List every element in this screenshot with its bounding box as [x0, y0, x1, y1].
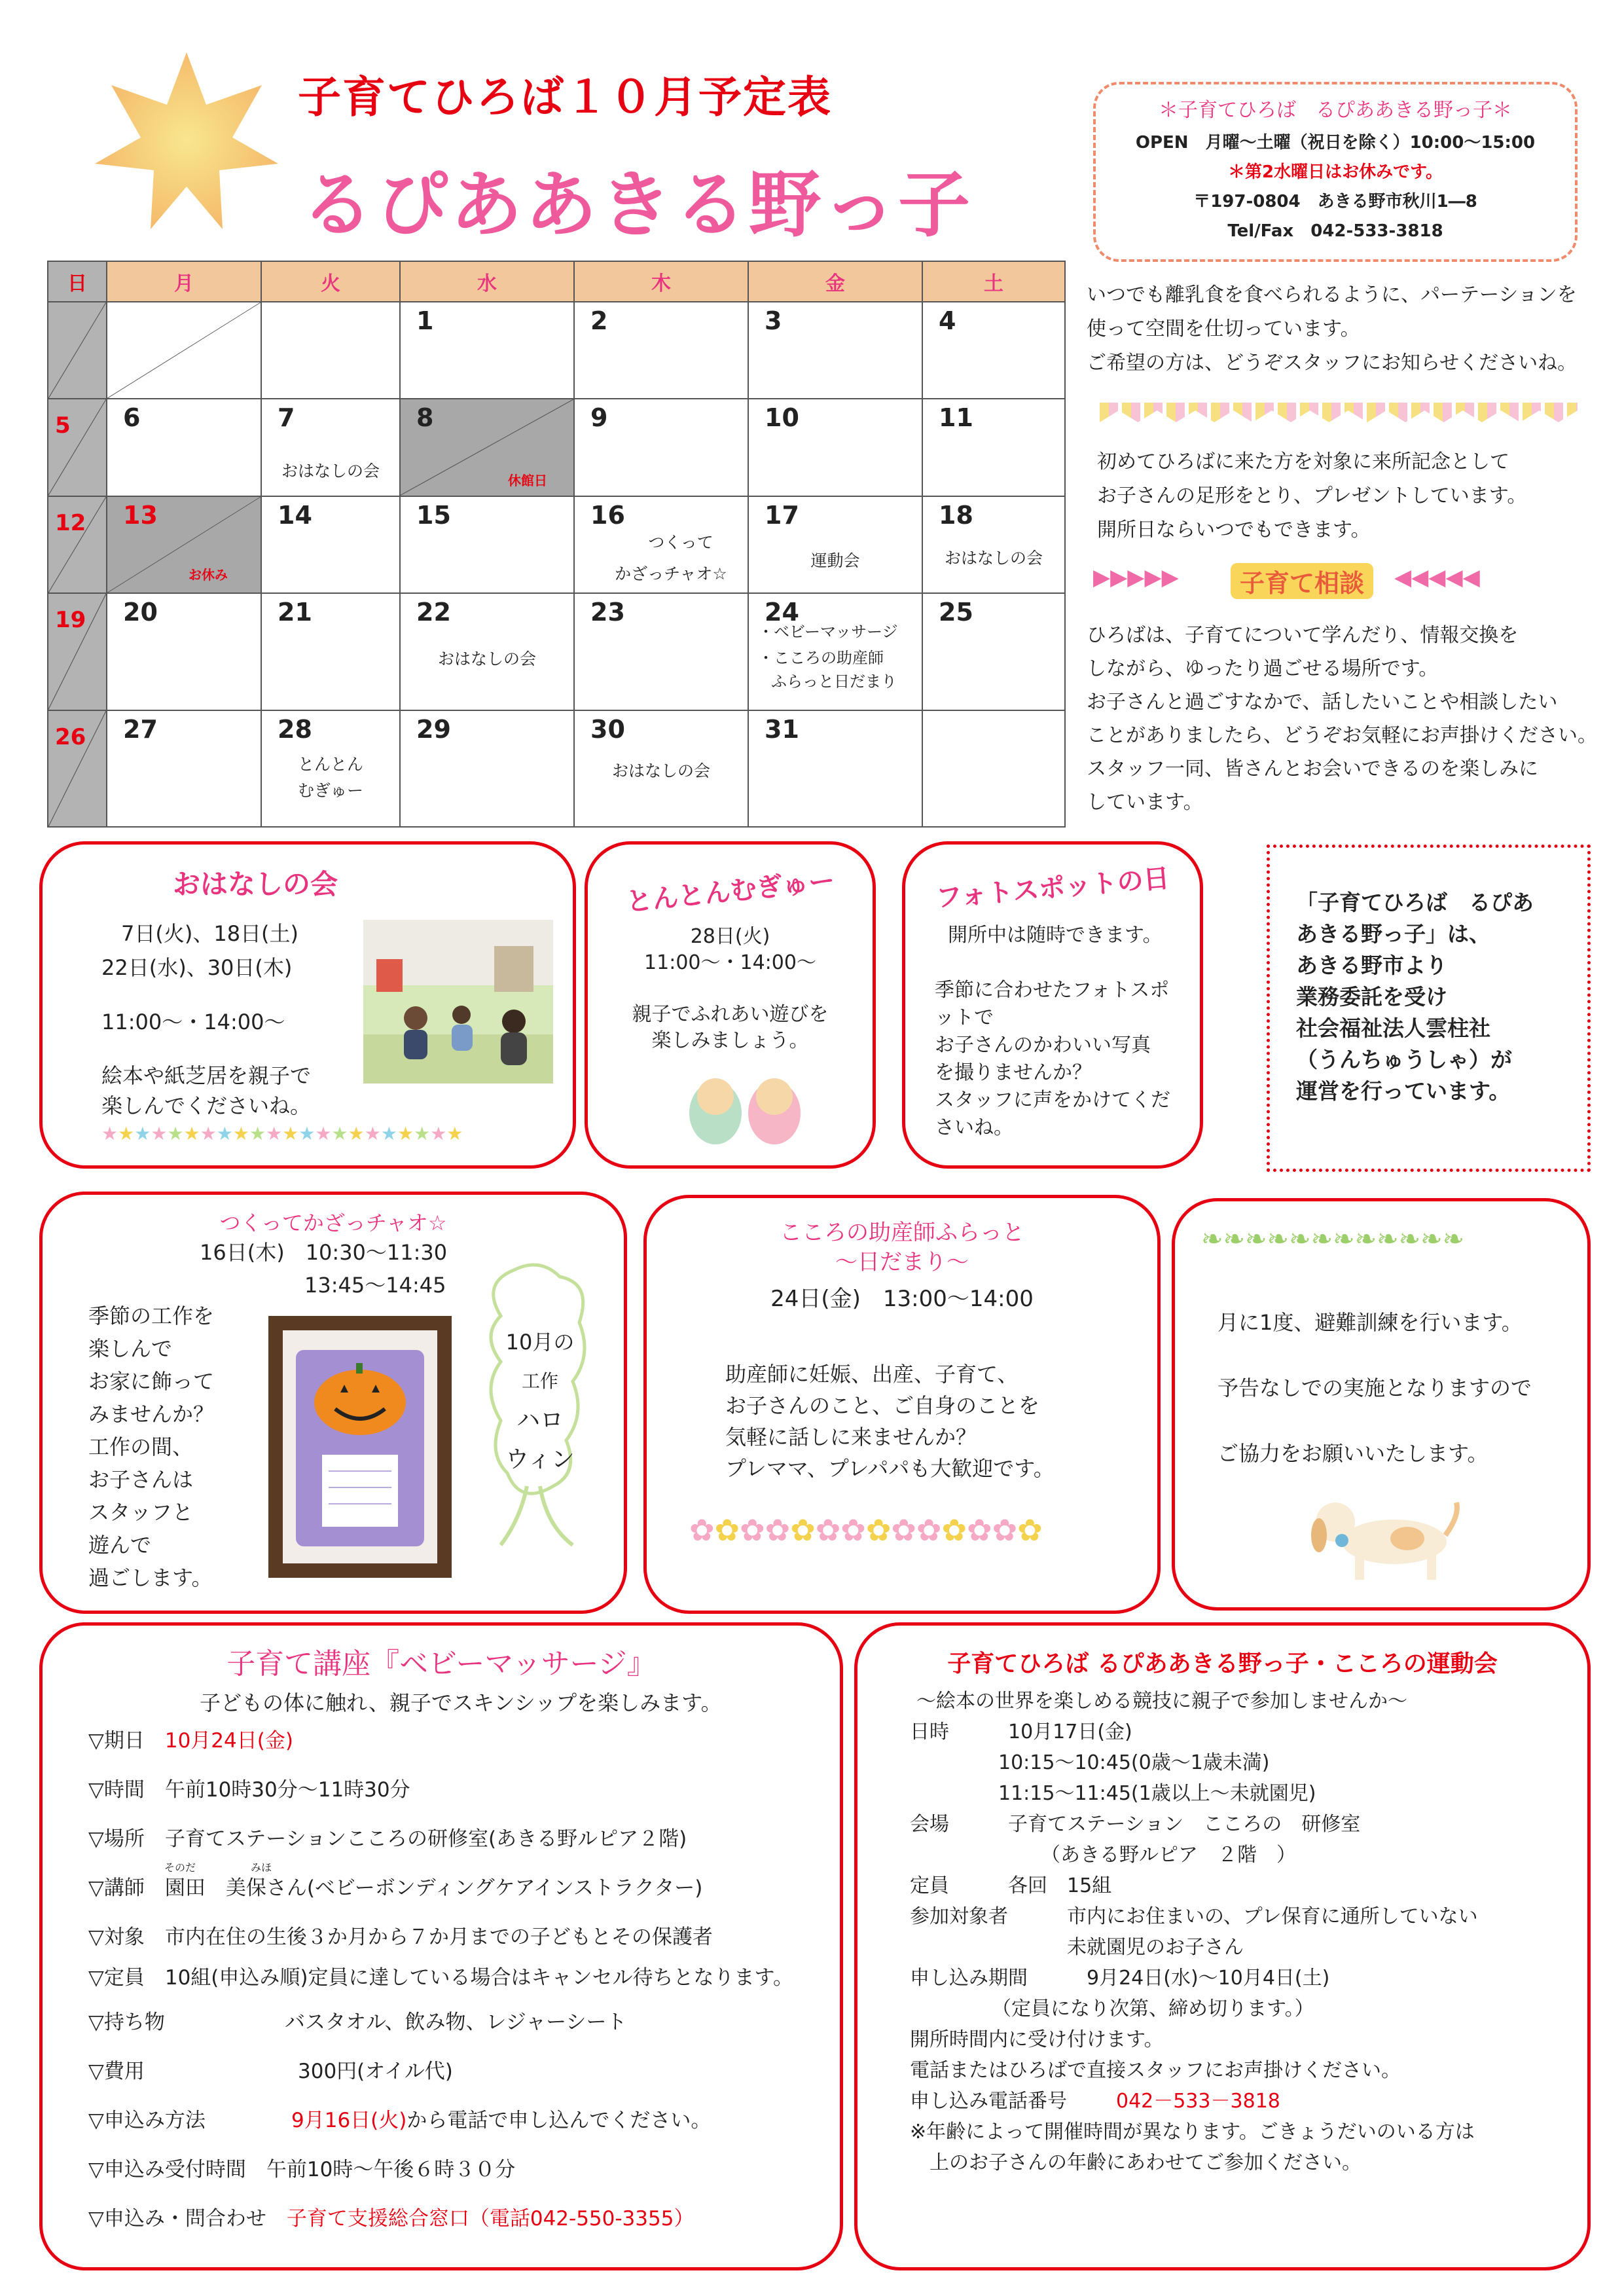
calendar-cell — [107, 399, 261, 496]
day-number: 7 — [278, 403, 295, 433]
calendar-week — [48, 302, 1065, 399]
tonton-box — [585, 841, 876, 1169]
detail-key: ▽申込み・問合わせ — [88, 2207, 266, 2231]
text-line: 上のお子さんの年齢にあわせてご参加ください。 — [929, 2151, 1362, 2174]
detail-value: 市内在住の生後３か月から７か月までの子どもとその保護者 — [164, 1925, 713, 1949]
day-number: 27 — [123, 714, 158, 744]
calendar-cell — [107, 710, 261, 827]
weekday-fri: 金 — [748, 261, 922, 302]
text-line: あきる野っ子」は、 — [1296, 921, 1490, 947]
text-line: 工作の間、 — [88, 1434, 194, 1459]
calendar — [47, 261, 1066, 828]
day-number: 10 — [765, 403, 799, 433]
calendar-cell — [261, 399, 400, 496]
calendar-cell — [261, 496, 400, 593]
text-line: 遊んで — [88, 1533, 152, 1558]
text-line: 電話またはひろばで直接スタッフにお声掛けください。 — [910, 2059, 1401, 2082]
text-line: 「子育てひろば るぴあ — [1296, 890, 1534, 915]
calendar-cell — [922, 399, 1065, 496]
text-line: 絵本や紙芝居を親子で — [101, 1063, 312, 1088]
detail-row — [88, 1961, 793, 2005]
calendar-cell — [261, 302, 400, 399]
text-line: 初めてひろばに来た方を対象に来所記念として — [1097, 450, 1509, 473]
calendar-cell — [748, 496, 922, 593]
calendar-event: とんとん — [297, 754, 363, 774]
calendar-cell — [261, 710, 400, 827]
weekday-sat: 土 — [922, 261, 1065, 302]
calendar-cell — [574, 496, 748, 593]
calendar-cell — [748, 710, 922, 827]
footprint-text — [1097, 445, 1526, 547]
detail-value: から電話で申し込んでください。 — [406, 2109, 712, 2132]
text-line: （うんちゅうしゃ）が — [1296, 1047, 1512, 1072]
massage-title: 子育て講座『ベビーマッサージ』 — [226, 1647, 656, 1681]
calendar-event: つくって — [648, 532, 713, 552]
text-line: ことがありましたら、どうぞお気軽にお声掛けください。 — [1087, 724, 1597, 747]
calendar-event: ふらっと日だまり — [771, 672, 897, 691]
day-number: 9 — [590, 403, 608, 433]
operator-text — [1296, 887, 1534, 1107]
calendar-cell — [748, 302, 922, 399]
detail-row — [88, 2202, 793, 2251]
kokoro-title-1: こころの助産師ふらっと — [780, 1220, 1024, 1246]
detail-row — [88, 2104, 793, 2153]
day-number: 11 — [939, 403, 973, 433]
calendar-cell — [48, 302, 107, 399]
calendar-cell — [107, 496, 261, 593]
day-number: 1 — [416, 306, 434, 336]
text-line: 月に1度、避難訓練を行います。 — [1218, 1310, 1523, 1335]
day-number: 5 — [55, 412, 71, 439]
text-line — [910, 2086, 1478, 2117]
tonton-date: 28日(火) — [690, 925, 770, 948]
day-number: 26 — [55, 723, 86, 750]
bubble-text — [494, 1322, 586, 1480]
day-number: 8 — [416, 403, 434, 433]
kokoro-time: 24日(金) 13:00～14:00 — [770, 1286, 1034, 1312]
text-line: ※年齢によって開催時間が異なります。ごきょうだいのいる方は — [910, 2121, 1475, 2143]
detail-value: 子育て支援総合窓口（電話042-550-3355） — [286, 2207, 695, 2231]
text-line: 10:15～10:45(0歳～1歳未満) — [998, 1751, 1270, 1774]
text-line: ご協力をお願いいたします。 — [1218, 1441, 1489, 1466]
text-line: ウィン — [505, 1446, 575, 1473]
text-line: 定員 各回 15組 — [910, 1874, 1112, 1897]
text-line: 開所日ならいつでもできます。 — [1097, 519, 1371, 541]
text-line: 季節の工作を — [88, 1303, 215, 1328]
photo-text — [935, 922, 1170, 1142]
holiday-label: お休み — [189, 567, 228, 583]
ciao-box — [39, 1192, 627, 1614]
info-tel: Tel/Fax 042-533-3818 — [1227, 221, 1443, 241]
tonton-desc — [588, 1002, 873, 1054]
tonton-title: とんとんむぎゅー — [624, 866, 837, 918]
detail-row — [88, 1724, 793, 1773]
calendar-cell — [400, 399, 574, 496]
halloween-craft-photo — [268, 1316, 452, 1578]
calendar-cell — [48, 593, 107, 710]
day-number: 4 — [939, 306, 956, 336]
day-number: 6 — [123, 403, 141, 433]
day-number: 30 — [590, 714, 625, 744]
text-line: （定員になり次第、締め切ります。） — [992, 1997, 1314, 2020]
calendar-cell — [107, 302, 261, 399]
detail-key: ▽講師 — [88, 1876, 145, 1900]
calendar-cell — [48, 496, 107, 593]
ruby-sonoda: そのだ — [164, 1861, 196, 1874]
detail-row — [88, 2054, 793, 2104]
detail-key: ▽期日 — [88, 1729, 145, 1753]
text-line: 工作 — [521, 1370, 558, 1392]
calendar-cell — [400, 496, 574, 593]
title-line2: るぴああきる野っ子 — [301, 163, 973, 247]
text-line: 気軽に話しに来ませんか？ — [725, 1425, 977, 1449]
drill-text — [1218, 1290, 1532, 1486]
title-line1: 子育てひろば１０月予定表 — [298, 72, 832, 122]
phone-number: 042－533－3818 — [1116, 2090, 1280, 2113]
kokoro-title-2: ～日だまり～ — [835, 1249, 969, 1275]
text-line: 社会福祉法人雲柱社 — [1296, 1015, 1490, 1041]
text-line: 過ごします。 — [88, 1565, 213, 1590]
calendar-week — [48, 399, 1065, 496]
calendar-event: おはなしの会 — [437, 649, 536, 669]
day-number: 20 — [123, 598, 158, 627]
dog-illustration — [1296, 1489, 1466, 1590]
day-number: 13 — [123, 500, 158, 530]
text-line: あきる野市より — [1296, 953, 1447, 978]
kokoro-desc — [725, 1358, 1055, 1484]
calendar-cell — [574, 710, 748, 827]
detail-row — [88, 2153, 793, 2202]
detail-key: ▽費用 — [88, 2060, 145, 2083]
info-address: 〒197-0804 あきる野市秋川1―8 — [1193, 192, 1477, 211]
text-line: 楽しんでくださいね。 — [101, 1093, 312, 1118]
ohanashi-title: おはなしの会 — [172, 868, 338, 900]
kokoro-box — [643, 1195, 1161, 1614]
calendar-cell — [400, 710, 574, 827]
calendar-event: ・ベビーマッサージ — [758, 623, 898, 642]
text-line: お子さんのこと、ご自身のことを — [725, 1393, 1040, 1418]
weekday-mon: 月 — [107, 261, 261, 302]
closed-label: 休館日 — [508, 472, 547, 488]
partition-text — [1087, 278, 1577, 380]
ohanashi-box — [39, 841, 576, 1169]
text-line: スタッフ一同、皆さんとお会いできるのを楽しみに — [1087, 757, 1538, 780]
text-line: 未就園児のお子さん — [1067, 1936, 1244, 1959]
undokai-title: 子育てひろば るぴああきる野っ子・こころの運動会 — [947, 1650, 1498, 1677]
detail-key: ▽時間 — [88, 1778, 145, 1802]
consult-text — [1087, 619, 1597, 819]
day-number: 23 — [590, 598, 625, 627]
leaf-garland: ❧❧❧❧❧❧❧❧❧❧❧❧ — [1201, 1224, 1465, 1254]
calendar-event: おはなしの会 — [611, 761, 710, 780]
massage-details — [88, 1724, 793, 2251]
calendar-cell — [574, 399, 748, 496]
calendar-cell — [400, 593, 574, 710]
text-line: お子さんは — [88, 1467, 194, 1492]
consult-arrows-right: ◀◀◀◀◀ — [1394, 564, 1480, 591]
text-line: ットで — [935, 1006, 994, 1029]
day-number: 14 — [278, 500, 312, 530]
calendar-header-row — [48, 261, 1065, 302]
detail-value: 午前10時30分～11時30分 — [164, 1778, 410, 1802]
text-line: 予告なしでの実施となりますので — [1218, 1376, 1532, 1400]
detail-value: 午前10時～午後６時３０分 — [266, 2158, 516, 2181]
ciao-time1: 16日(木) 10:30～11:30 — [200, 1240, 448, 1265]
day-number: 3 — [765, 306, 782, 336]
text-line: 開所中は随時できます。 — [948, 924, 1163, 947]
text-line: 業務委託を受け — [1296, 984, 1447, 1010]
text-line: ハロ — [516, 1407, 564, 1434]
detail-key: ▽持ち物 — [88, 2011, 165, 2034]
text-line: スタッフと — [88, 1500, 194, 1525]
info-closed: ＊第2水曜日はお休みです。 — [1227, 162, 1443, 182]
text-line: 楽しんで — [88, 1336, 173, 1361]
day-number: 19 — [55, 607, 86, 634]
text-line: お子さんと過ごすなかで、話したいことや相談したい — [1087, 691, 1558, 714]
calendar-cell — [400, 302, 574, 399]
calendar-event: むぎゅー — [297, 780, 363, 800]
text-line: ご希望の方は、どうぞスタッフにお知らせくださいね。 — [1087, 352, 1578, 374]
text-line: プレママ、プレパパも大歓迎です。 — [725, 1456, 1055, 1481]
text-line: スタッフに声をかけてくだ — [935, 1089, 1170, 1112]
detail-value: 子育てステーションこころの研修室(あきる野ルピア２階) — [164, 1827, 687, 1851]
detail-value: 9月16日(火) — [291, 2109, 407, 2132]
detail-value: 10月24日(金) — [164, 1729, 293, 1753]
text-line: ひろばは、子育てについて学んだり、情報交換を — [1087, 624, 1519, 647]
calendar-cell — [748, 399, 922, 496]
undokai-box — [854, 1622, 1591, 2270]
detail-key: ▽申込み受付時間 — [88, 2158, 246, 2181]
calendar-cell — [574, 593, 748, 710]
calendar-event: おはなしの会 — [281, 462, 380, 481]
weekday-sun: 日 — [48, 261, 107, 302]
ruby-miho: みほ — [251, 1861, 272, 1874]
text-line: 22日(水)、30日(木) — [101, 955, 293, 980]
text-line: 日時 10月17日(金) — [910, 1721, 1132, 1743]
day-number: 28 — [278, 714, 312, 744]
detail-key: ▽申込み方法 — [88, 2109, 206, 2132]
detail-value: 園田 美保さん(ベビーボンディングケアインストラクター) — [164, 1876, 703, 1900]
info-open: OPEN 月曜～土曜（祝日を除く）10:00～15:00 — [1135, 133, 1536, 153]
text-line: 10月の — [505, 1330, 575, 1355]
day-number: 2 — [590, 306, 608, 336]
text-line: 7日(火)、18日(土) — [121, 921, 299, 946]
calendar-event: かざっチャオ☆ — [615, 564, 727, 583]
star-garland: ★★★★★★★★★★★★★★★★★★★★★★ — [101, 1123, 463, 1144]
text-line: お子さんの足形をとり、プレゼントしています。 — [1097, 484, 1527, 507]
text-line: しながら、ゆったり過ごせる場所です。 — [1087, 657, 1439, 680]
weekday-tue: 火 — [261, 261, 400, 302]
weekday-wed: 水 — [400, 261, 574, 302]
ciao-title: つくってかざっチャオ☆ — [219, 1211, 447, 1235]
calendar-week — [48, 710, 1065, 827]
text-line: 使って空間を仕切っています。 — [1087, 318, 1360, 340]
calendar-cell — [48, 710, 107, 827]
calendar-week — [48, 593, 1065, 710]
consult-title: 子育て相談 — [1231, 563, 1373, 599]
day-number: 31 — [765, 714, 799, 744]
detail-row — [88, 1773, 793, 1822]
ohanashi-desc — [101, 1061, 311, 1121]
garland-divider — [1100, 403, 1578, 422]
text-line: を撮りませんか？ — [935, 1061, 1092, 1084]
text-line: （あきる野ルピア ２階 ） — [1041, 1844, 1296, 1867]
detail-value: バスタオル、飲み物、レジャーシート — [285, 2011, 627, 2034]
massage-intro: 子どもの体に触れ、親子でスキンシップを楽しみます。 — [200, 1690, 722, 1715]
detail-row — [88, 1861, 793, 1920]
calendar-event: 運動会 — [810, 551, 860, 570]
tonton-time: 11:00～・14:00～ — [644, 951, 816, 974]
leaf-logo — [92, 46, 281, 242]
consult-arrows-left: ▶▶▶▶▶ — [1093, 564, 1179, 591]
undokai-body — [910, 1686, 1478, 2178]
calendar-cell — [922, 593, 1065, 710]
text-line: 申し込み期間 9月24日(水)～10月4日(土) — [910, 1967, 1330, 1990]
calendar-cell — [922, 710, 1065, 827]
detail-key: ▽場所 — [88, 1827, 145, 1851]
matryoshka-illustration — [686, 1067, 804, 1148]
text-line: 運営を行っています。 — [1296, 1078, 1511, 1104]
text-line: 会場 子育てステーション こころの 研修室 — [910, 1813, 1361, 1836]
calendar-week — [48, 496, 1065, 593]
text-line: お子さんのかわいい写真 — [935, 1034, 1151, 1057]
calendar-cell — [922, 496, 1065, 593]
calendar-cell — [748, 593, 922, 710]
text-line: 11:15～11:45(1歳以上～未就園児) — [998, 1782, 1316, 1805]
ohanashi-photo — [363, 920, 553, 1084]
flower-garland: ✿✿✿✿✿✿✿✿✿✿✿✿✿✿ — [689, 1512, 1043, 1548]
day-number: 17 — [765, 500, 799, 530]
day-number: 21 — [278, 598, 312, 627]
day-number: 15 — [416, 500, 451, 530]
info-name: ＊子育てひろば るぴああきる野っ子＊ — [1159, 99, 1512, 122]
text-line: ～絵本の世界を楽しめる競技に親子で参加しませんか～ — [916, 1690, 1407, 1713]
calendar-cell — [574, 302, 748, 399]
text-line: 楽しみましょう。 — [651, 1029, 809, 1052]
calendar-cell — [261, 593, 400, 710]
day-number: 22 — [416, 598, 451, 627]
calendar-event: おはなしの会 — [944, 548, 1043, 568]
text-line: 開所時間内に受け付けます。 — [910, 2028, 1164, 2051]
text-line: お家に飾って — [88, 1369, 215, 1394]
weekday-thu: 木 — [574, 261, 748, 302]
text-line: 親子でふれあい遊びを — [632, 1003, 829, 1026]
detail-value: 300円(オイル代) — [298, 2060, 453, 2083]
day-number: 18 — [939, 500, 973, 530]
ciao-desc — [88, 1300, 214, 1594]
text-line: 助産師に妊娠、出産、子育て、 — [725, 1362, 1019, 1387]
drill-box — [1172, 1198, 1591, 1611]
text-line: 季節に合わせたフォトスポ — [935, 979, 1170, 1002]
detail-row — [88, 2005, 793, 2054]
calendar-cell — [922, 302, 1065, 399]
text-line: さいね。 — [935, 1116, 1013, 1139]
day-number: 16 — [590, 500, 625, 530]
detail-key: ▽定員 — [88, 1966, 145, 1990]
calendar-cell — [107, 593, 261, 710]
operator-box — [1267, 845, 1591, 1172]
detail-row — [88, 1920, 793, 1961]
calendar-cell — [48, 399, 107, 496]
phone-label: 申し込み電話番号 — [910, 2090, 1067, 2113]
info-box — [1093, 82, 1578, 262]
text-line: 参加対象者 市内にお住まいの、プレ保育に通所していない — [910, 1905, 1478, 1928]
detail-key: ▽対象 — [88, 1925, 145, 1949]
ohanashi-time: 11:00～・14:00～ — [101, 1010, 285, 1034]
photo-box — [902, 841, 1203, 1169]
photo-title: フォトスポットの日 — [935, 863, 1171, 914]
text-line: いつでも離乳食を食べられるように、パーテーションを — [1087, 283, 1577, 306]
day-number: 25 — [939, 598, 973, 627]
calendar-event: ・こころの助産師 — [758, 649, 884, 668]
text-line: みませんか？ — [88, 1402, 215, 1427]
ciao-time2: 13:45～14:45 — [304, 1273, 446, 1298]
massage-box — [39, 1622, 843, 2270]
text-line: しています。 — [1087, 791, 1203, 814]
day-number: 24 — [765, 598, 799, 627]
day-number: 12 — [55, 509, 86, 536]
ohanashi-dates — [101, 917, 298, 985]
day-number: 29 — [416, 714, 451, 744]
detail-value: 10組(申込み順)定員に達している場合はキャンセル待ちとなります。 — [164, 1966, 793, 1990]
